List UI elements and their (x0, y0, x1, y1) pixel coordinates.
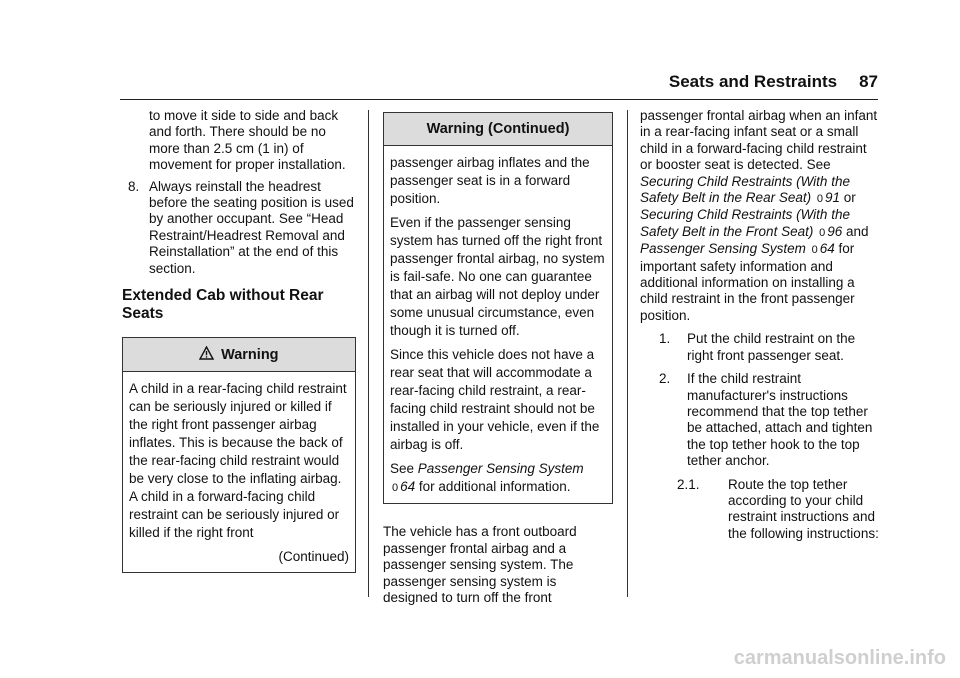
list-item-2-1 (640, 477, 880, 543)
page-ref-icon: 0 (392, 482, 399, 495)
continued-paragraph: to move it side to side and back and forth. There should be no more than 2.5 cm (1 in) of movement for proper installation. (149, 108, 346, 173)
list-number: 2.1. (677, 476, 700, 492)
xref-link-passenger-sensing[interactable]: Passenger Sensing System (417, 461, 584, 477)
list-item-8 (122, 179, 356, 277)
warning-title: Warning (221, 347, 279, 364)
warning-paragraph-3: Since this vehicle does not have a rear seat that will accommodate a rear-facing child restraint, a rear-facing child restraint should not be installed in your vehicle, even if the airbag is off. (390, 347, 600, 453)
body-paragraph: The vehicle has a front outboard passenger frontal airbag and a passenger sensing system. The passenger sensing system is designed to turn off the front (383, 524, 577, 606)
column-divider-1 (368, 110, 369, 597)
warning-body (123, 372, 355, 572)
list-text: Route the top tether according to your child restraint instructions and the following instructions: (728, 476, 879, 541)
warning-paragraph-2: Even if the passenger sensing system has turned off the right front passenger frontal airbag, no system is fail-safe. No one can guarantee that an airbag will not deploy under some unusual circumstance, even though it is turned off. (390, 215, 605, 339)
section-title: Seats and Restraints (668, 72, 838, 91)
warning-continued-box (383, 112, 613, 504)
xref-link-securing-front[interactable]: Securing Child Restraints (With the Safety Belt in the Front Seat) (640, 207, 850, 239)
page-header (120, 0, 878, 100)
warning-header (123, 338, 355, 372)
xref-page-number[interactable]: 96 (827, 223, 843, 239)
warning-continued-body (384, 146, 612, 503)
warning-paragraph-4 (390, 460, 606, 497)
and-text: and (846, 223, 869, 239)
header-text (669, 72, 878, 92)
xref-link-securing-rear[interactable]: Securing Child Restraints (With the Safety Belt in the Rear Seat) (640, 173, 850, 206)
column-1 (122, 108, 356, 573)
list-number: 1. (659, 331, 671, 347)
additional-info-text: for additional information. (418, 479, 571, 495)
page-number: 87 (859, 72, 878, 91)
warning-box (122, 337, 356, 573)
see-text: See (390, 461, 415, 477)
page-ref-icon: 0 (816, 193, 823, 206)
list-text: If the child restraint manufacturer's instructions recommend that the top tether be attached, attach and tighten the top tether hook to the top tether anchor. (687, 371, 873, 469)
list-number: 8. (128, 178, 140, 194)
warning-icon (199, 347, 218, 362)
xref-page-number[interactable]: 64 (819, 241, 835, 257)
xref-page-number[interactable]: 64 (400, 479, 416, 495)
list-item-2 (640, 371, 880, 469)
continued-label: (Continued) (278, 549, 349, 565)
warning-text: A child in a rear-facing child restraint can be seriously injured or killed if the right front passenger airbag inflates. This is because the back of the rear-facing child restraint would be very close to the inflating airbag. A child in a forward-facing child restraint can be seriously injured or killed if the right front (129, 381, 347, 541)
warning-continued-header: Warning (Continued) (384, 113, 612, 146)
list-text: Put the child restraint on the right front passenger seat. (687, 331, 856, 363)
xref-link-passenger-sensing[interactable]: Passenger Sensing System (640, 241, 806, 257)
section-heading: Extended Cab without Rear Seats (122, 287, 324, 323)
list-text: Always reinstall the headrest before the seating position is used by another occupant. See “Head Restraint/Headrest Removal and Reinstallation” at the end of this section. (149, 178, 354, 276)
column-divider-2 (627, 110, 628, 597)
warning-paragraph-1: passenger airbag inflates and the passenger seat is in a forward position. (390, 155, 590, 207)
page-ref-icon: 0 (819, 226, 826, 239)
xref-page-number[interactable]: 91 (824, 190, 841, 206)
list-item-1 (640, 331, 880, 364)
or-text: or (843, 190, 856, 206)
header-rule (120, 99, 878, 100)
column-2 (383, 108, 613, 606)
list-number: 2. (659, 371, 671, 387)
page-ref-icon: 0 (811, 244, 818, 257)
paragraph-text-a: passenger frontal airbag when an infant in a rear-facing infant seat or a small child in a forward-facing child restraint or booster seat is detected. See (640, 108, 878, 173)
body-paragraph-refs (640, 108, 880, 324)
watermark: carmanualsonline.info (733, 647, 946, 669)
column-3 (640, 108, 880, 542)
paragraph-text-b: for important safety information and additional information on installing a child restraint in the front passenger position. (640, 241, 855, 323)
